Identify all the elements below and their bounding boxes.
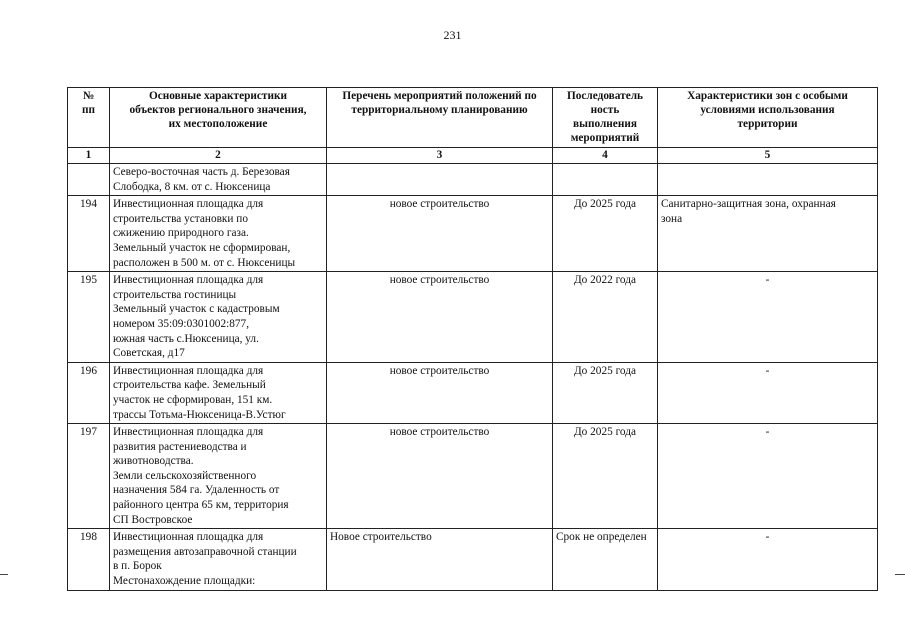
zones-cell: -	[658, 529, 878, 590]
table-row	[68, 529, 878, 590]
table-row	[68, 424, 878, 529]
column-number: 3	[327, 148, 553, 164]
row-number	[68, 164, 110, 196]
table-header-row	[68, 88, 878, 148]
column-number: 1	[68, 148, 110, 164]
sequence-cell: До 2025 года	[553, 424, 658, 529]
object-cell: Северо-восточная часть д. Березовая Слободка, 8 км. от с. Нюксеница	[110, 164, 327, 196]
row-number: 195	[68, 272, 110, 363]
zones-cell: -	[658, 424, 878, 529]
page-number: 231	[443, 28, 462, 42]
object-cell: Инвестиционная площадка для развития растениеводства и животноводства. Земли сельскохозяйственного назначения 584 га. Удаленность от районного центра 65 км, территория СП Востровское	[110, 424, 327, 529]
row-number: 198	[68, 529, 110, 590]
measure-cell: новое строительство	[327, 272, 553, 363]
header-number: № пп	[68, 88, 110, 148]
sequence-cell: Срок не определен	[553, 529, 658, 590]
table-row	[68, 164, 878, 196]
object-cell: Инвестиционная площадка для размещения автозаправочной станции в п. Борок Местонахождение площадки:	[110, 529, 327, 590]
zones-cell: Санитарно-защитная зона, охранная зона	[658, 196, 878, 272]
territorial-planning-table	[67, 87, 878, 591]
measure-cell: новое строительство	[327, 362, 553, 423]
table-row	[68, 272, 878, 363]
header-object-characteristics: Основные характеристики объектов регионального значения, их местоположение	[110, 88, 327, 148]
sequence-cell: До 2025 года	[553, 196, 658, 272]
row-number: 196	[68, 362, 110, 423]
scan-edge-mark-left	[0, 574, 8, 575]
measure-cell	[327, 164, 553, 196]
header-sequence: Последователь ность выполнения мероприятий	[553, 88, 658, 148]
measure-cell: новое строительство	[327, 424, 553, 529]
row-number: 197	[68, 424, 110, 529]
sequence-cell: До 2022 года	[553, 272, 658, 363]
measure-cell: новое строительство	[327, 196, 553, 272]
sequence-cell: До 2025 года	[553, 362, 658, 423]
header-zones: Характеристики зон с особыми условиями использования территории	[658, 88, 878, 148]
column-number: 4	[553, 148, 658, 164]
object-cell: Инвестиционная площадка для строительства кафе. Земельный участок не сформирован, 151 км. трассы Тотьма-Нюксеница-В.Устюг	[110, 362, 327, 423]
row-number: 194	[68, 196, 110, 272]
zones-cell: -	[658, 362, 878, 423]
header-measures: Перечень мероприятий положений по территориальному планированию	[327, 88, 553, 148]
zones-cell	[658, 164, 878, 196]
column-number: 2	[110, 148, 327, 164]
measure-cell: Новое строительство	[327, 529, 553, 590]
object-cell: Инвестиционная площадка для строительства установки по сжижению природного газа. Земельный участок не сформирован, расположен в 500 м. от с. Нюксеницы	[110, 196, 327, 272]
scan-edge-mark-right	[895, 574, 905, 575]
table-row	[68, 196, 878, 272]
column-number-row	[68, 148, 878, 164]
column-number: 5	[658, 148, 878, 164]
sequence-cell	[553, 164, 658, 196]
zones-cell: -	[658, 272, 878, 363]
table-row	[68, 362, 878, 423]
object-cell: Инвестиционная площадка для строительства гостиницы Земельный участок с кадастровым номером 35:09:0301002:877, южная часть с.Нюксеница, ул. Советская, д17	[110, 272, 327, 363]
